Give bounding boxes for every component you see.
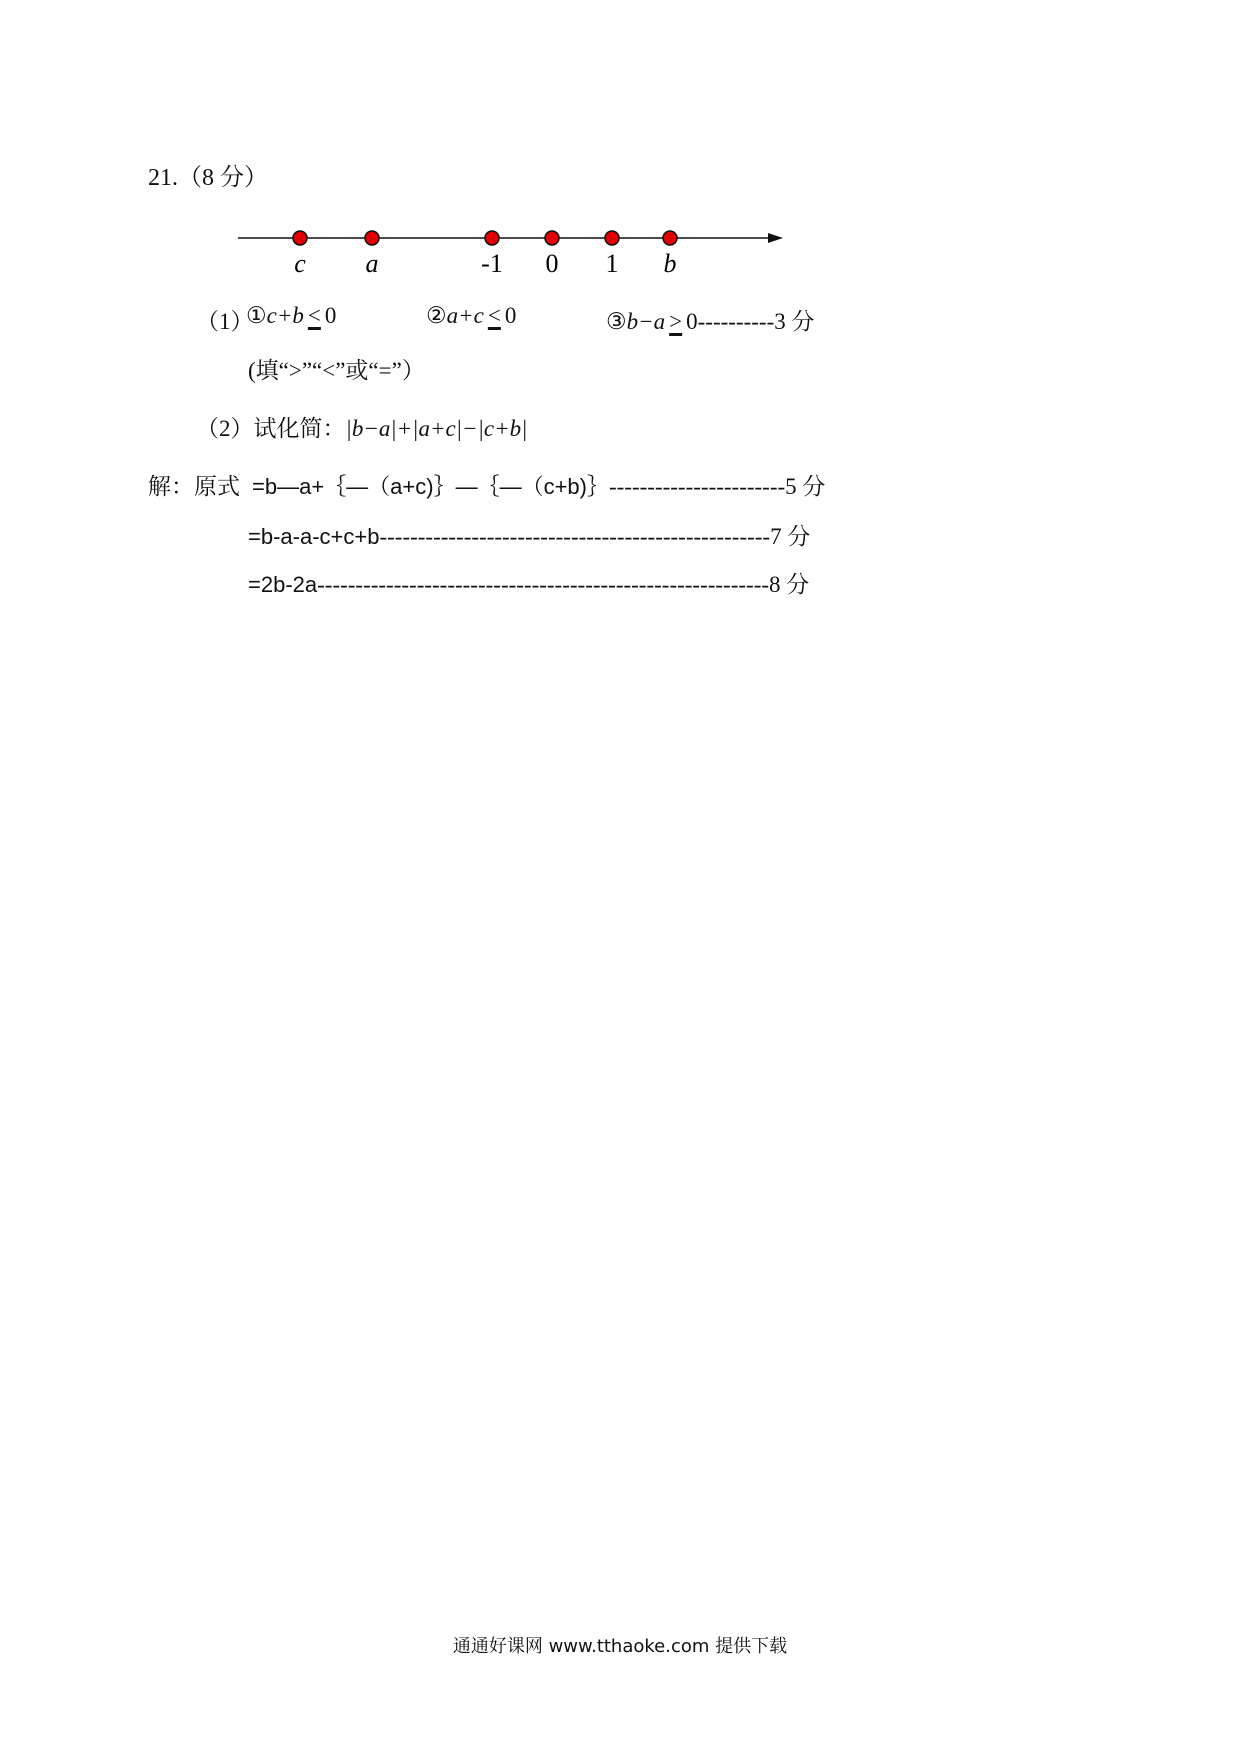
point-label-4: 1 [605, 249, 619, 278]
item2-marker: ② [426, 303, 447, 328]
item3-answer: > [669, 309, 683, 334]
part1-item1 [246, 303, 336, 329]
item2-answer: < [487, 303, 501, 328]
solution-step1 [252, 468, 825, 501]
step3-expr: =2b-2a [248, 572, 318, 597]
point-4 [605, 231, 619, 245]
part1-item2 [426, 303, 516, 329]
part1-item3 [606, 303, 814, 336]
part2 [196, 410, 527, 443]
part1-score: ----------3 分 [697, 309, 815, 334]
point-1 [365, 231, 379, 245]
point-0 [293, 231, 307, 245]
part1-hint: (填“>”“<”或“=”） [248, 358, 425, 383]
step1-score: -----------------------5 分 [609, 474, 826, 499]
arrow-icon [768, 233, 783, 243]
item1-expr: c+b [266, 303, 304, 328]
item3-rhs: 0 [686, 309, 698, 334]
part1-label: （1） [196, 309, 254, 334]
point-label-0: c [294, 249, 306, 278]
solution-label: 解：原式 [148, 474, 240, 499]
point-3 [545, 231, 559, 245]
point-label-3: 0 [545, 249, 559, 278]
step2-score: ---------------------------------------------------7 分 [379, 524, 811, 549]
item1-rhs: 0 [324, 303, 337, 328]
step2-expr: =b-a-a-c+c+b [248, 524, 380, 549]
step3-score: -----------------------------------------------------------8 分 [317, 572, 810, 597]
point-label-2: -1 [481, 249, 503, 278]
item3-marker: ③ [606, 309, 627, 334]
item1-answer: < [307, 303, 321, 328]
item1-marker: ① [246, 303, 267, 328]
item2-expr: a+c [446, 303, 484, 328]
number-line [238, 222, 798, 282]
question-title: 21.（8 分） [148, 165, 268, 191]
point-label-5: b [663, 249, 677, 278]
point-2 [485, 231, 499, 245]
step1-expr: =b—a+｛—（a+c)｝—｛—（c+b)｝ [252, 474, 609, 499]
item2-rhs: 0 [504, 303, 517, 328]
solution-step2 [248, 518, 810, 551]
part2-expr: |b−a|+|a+c|−|c+b| [345, 416, 528, 441]
item3-expr: b−a [626, 309, 666, 334]
point-5 [663, 231, 677, 245]
solution-step3 [248, 566, 809, 599]
part2-label: （2）试化简： [196, 416, 346, 441]
point-label-1: a [365, 249, 379, 278]
footer-credit: 通通好课网 www.tthaoke.com 提供下载 [452, 1636, 788, 1657]
